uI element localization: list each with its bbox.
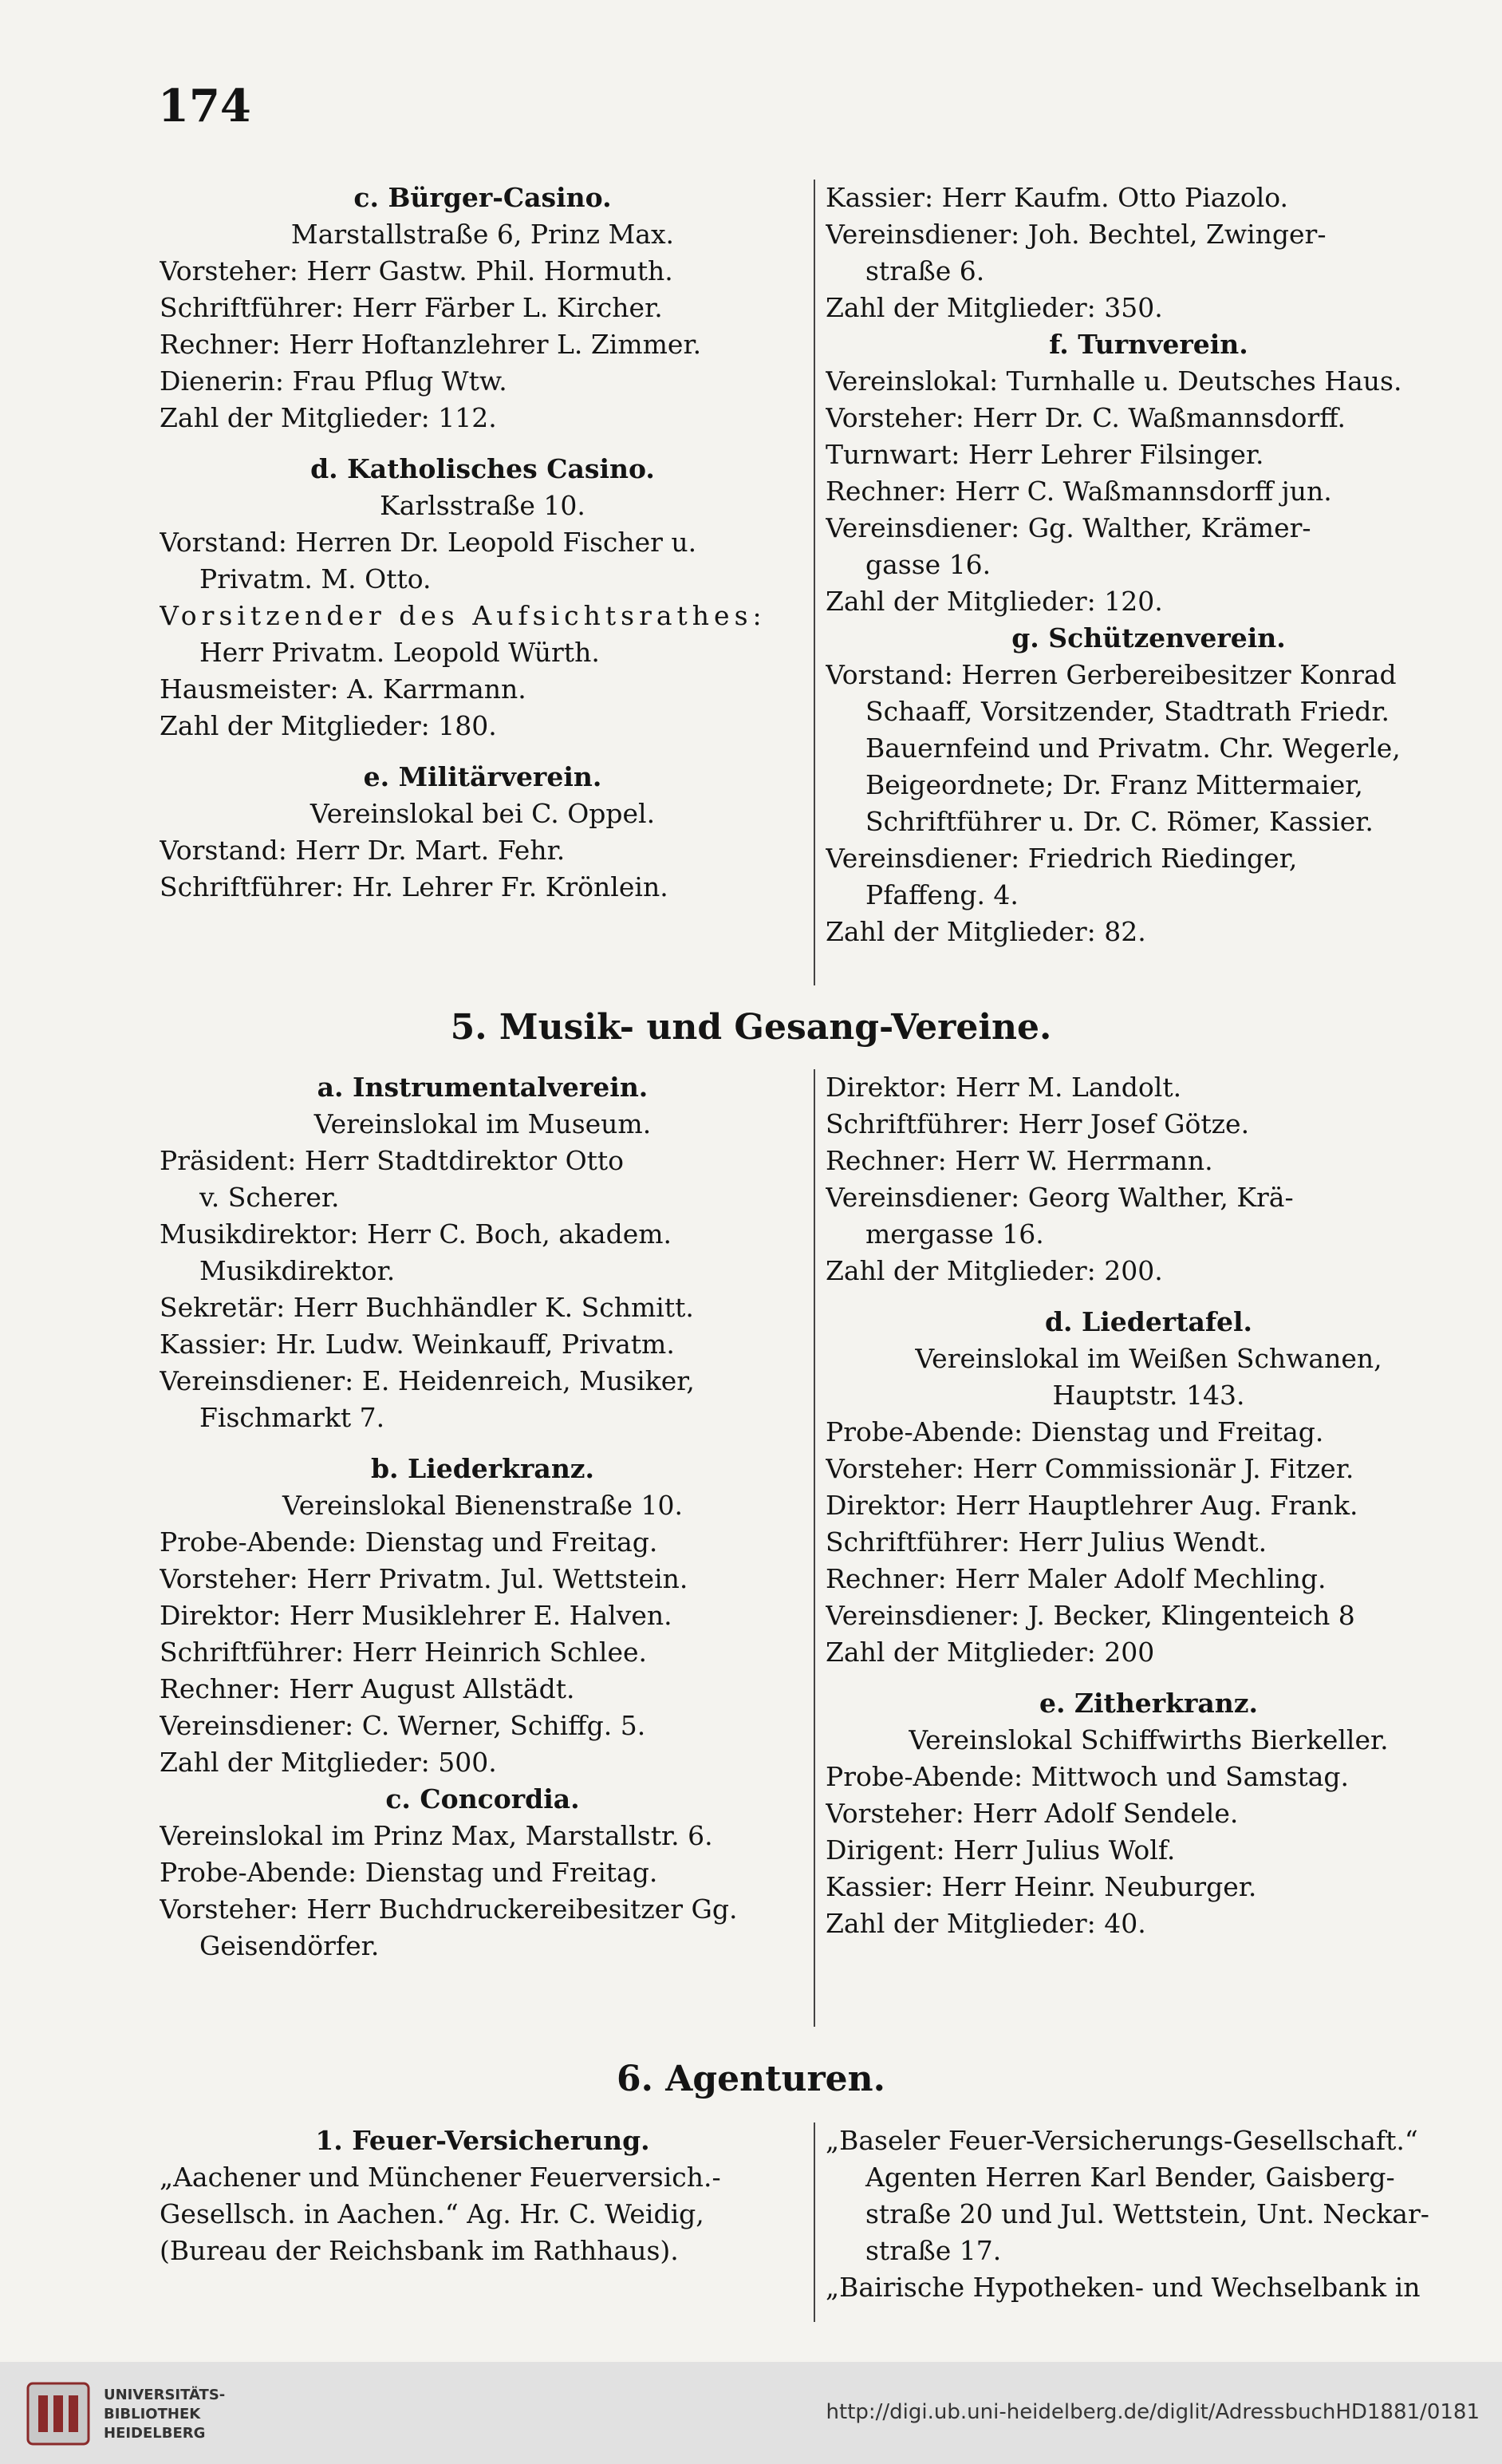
entry-line: Vereinslokal Schiffwirths Bierkeller. <box>909 1724 1389 1755</box>
entry-line: Vereinsdiener: Georg Walther, Krä- <box>826 1182 1294 1213</box>
entry-line: Schriftführer: Herr Josef Götze. <box>826 1108 1250 1139</box>
entry-line: Vereinslokal bei C. Oppel. <box>309 798 656 829</box>
entry-line: Rechner: Herr W. Herrmann. <box>826 1145 1213 1176</box>
section-heading-music: 5. Musik- und Gesang-Vereine. <box>450 1007 1052 1048</box>
library-name-line2: BIBLIOTHEK <box>104 2406 201 2423</box>
entry-line: Herr Privatm. Leopold Würth. <box>199 637 600 668</box>
entry-line: Vorsteher: Herr Adolf Sendele. <box>826 1798 1239 1829</box>
entry-line: Vorsteher: Herr Buchdruckereibesitzer Gg. <box>160 1893 738 1925</box>
entry-line: Fischmarkt 7. <box>199 1402 385 1433</box>
entry-line: Dirigent: Herr Julius Wolf. <box>826 1834 1176 1866</box>
entry-line: „Baseler Feuer-Versicherungs-Gesellschaft.“ <box>826 2125 1418 2156</box>
entry-line: Schriftführer: Hr. Lehrer Fr. Krönlein. <box>160 871 668 902</box>
entry-line: Zahl der Mitglieder: 120. <box>826 586 1163 617</box>
entry-heading: b. Liederkranz. <box>370 1453 595 1484</box>
entry-line: Rechner: Herr August Allstädt. <box>160 1673 575 1704</box>
entry-line: Direktor: Herr Musiklehrer E. Halven. <box>160 1600 672 1631</box>
entry-line: Probe-Abende: Dienstag und Freitag. <box>160 1857 658 1888</box>
entry-line: Zahl der Mitglieder: 200 <box>826 1637 1155 1668</box>
entry-line: Vereinslokal: Turnhalle u. Deutsches Haus. <box>826 365 1402 397</box>
entry-line: Marstallstraße 6, Prinz Max. <box>290 219 675 250</box>
library-footer <box>0 2362 1502 2464</box>
entry-line: Schriftführer: Herr Färber L. Kircher. <box>160 292 663 323</box>
entry-line: Kassier: Hr. Ludw. Weinkauff, Privatm. <box>160 1329 675 1360</box>
entry-line: Direktor: Herr M. Landolt. <box>826 1072 1182 1103</box>
entry-heading: c. Bürger-Casino. <box>353 182 612 213</box>
left-column-top <box>160 180 806 906</box>
entry-line: „Bairische Hypotheken- und Wechselbank in <box>826 2272 1421 2303</box>
entry-line: Zahl der Mitglieder: 82. <box>826 916 1146 947</box>
entry-line: Vorstand: Herr Dr. Mart. Fehr. <box>160 835 566 866</box>
entry-line: Geisendörfer. <box>199 1930 380 1961</box>
page-number: 174 <box>158 80 251 132</box>
entry-heading: e. Zitherkranz. <box>1039 1688 1259 1719</box>
entry-line: Bauernfeind und Privatm. Chr. Wegerle, <box>865 732 1401 764</box>
entry-heading: c. Concordia. <box>385 1783 580 1814</box>
entry-heading: 1. Feuer-Versicherung. <box>315 2125 650 2156</box>
left-column-bottom <box>160 2122 806 2269</box>
entry-line: Hausmeister: A. Karrmann. <box>160 673 526 705</box>
library-name <box>104 2386 225 2443</box>
spacer <box>826 1289 1472 1304</box>
entry-line: Vereinslokal im Museum. <box>313 1108 652 1139</box>
entry-line: Zahl der Mitglieder: 112. <box>160 402 497 433</box>
entry-line: Zahl der Mitglieder: 500. <box>160 1747 497 1778</box>
entry-line: Gesellsch. in Aachen.“ Ag. Hr. C. Weidig, <box>160 2198 704 2229</box>
entry-line: Kassier: Herr Kaufm. Otto Piazolo. <box>826 182 1289 213</box>
entry-line: Beigeordnete; Dr. Franz Mittermaier, <box>865 769 1363 800</box>
entry-heading: a. Instrumentalverein. <box>317 1072 649 1103</box>
entry-line: „Aachener und Münchener Feuerversich.- <box>160 2162 721 2193</box>
entry-line: Probe-Abende: Mittwoch und Samstag. <box>826 1761 1350 1792</box>
entry-line: straße 6. <box>865 255 985 286</box>
entry-line: Hauptstr. 143. <box>1052 1380 1245 1411</box>
library-logo-icon <box>24 2379 93 2448</box>
entry-line: Vorsteher: Herr Gastw. Phil. Hormuth. <box>160 255 673 286</box>
spacer <box>160 436 806 451</box>
section-heading-agencies: 6. Agenturen. <box>617 2059 885 2099</box>
entry-line: straße 17. <box>865 2235 1002 2266</box>
entry-line: Pfaffeng. 4. <box>865 879 1019 910</box>
entry-line: Karlsstraße 10. <box>380 490 585 521</box>
entry-line: Vorsteher: Herr Dr. C. Waßmannsdorff. <box>826 402 1346 433</box>
entry-line: Schaaff, Vorsitzender, Stadtrath Friedr. <box>865 696 1390 727</box>
entry-line: Vorstand: Herren Dr. Leopold Fischer u. <box>160 527 697 558</box>
spacer <box>160 1436 806 1451</box>
entry-line: Sekretär: Herr Buchhändler K. Schmitt. <box>160 1292 694 1323</box>
entry-heading: d. Katholisches Casino. <box>310 453 655 484</box>
column-divider-top <box>814 180 815 985</box>
entry-line: Vereinsdiener: C. Werner, Schiffg. 5. <box>160 1710 646 1741</box>
right-column-bottom <box>826 2122 1472 2306</box>
entry-heading: d. Liedertafel. <box>1044 1306 1253 1337</box>
entry-heading: e. Militärverein. <box>363 761 602 792</box>
entry-heading: f. Turnverein. <box>1049 329 1248 360</box>
column-divider-middle <box>814 1069 815 2027</box>
entry-line: Vereinsdiener: J. Becker, Klingenteich 8 <box>826 1600 1355 1631</box>
column-divider-bottom <box>814 2122 815 2322</box>
entry-line: Vorsteher: Herr Privatm. Jul. Wettstein. <box>160 1563 688 1594</box>
left-column-middle <box>160 1069 806 1964</box>
entry-line: Dienerin: Frau Pflug Wtw. <box>160 365 507 397</box>
entry-line: Rechner: Herr C. Waßmannsdorff jun. <box>826 476 1332 507</box>
entry-line: Schriftführer: Herr Heinrich Schlee. <box>160 1637 648 1668</box>
entry-line: Kassier: Herr Heinr. Neuburger. <box>826 1871 1257 1902</box>
entry-line: Vereinslokal im Prinz Max, Marstallstr. 6. <box>160 1820 713 1851</box>
entry-line: mergasse 16. <box>865 1218 1044 1250</box>
right-column-top <box>826 180 1472 950</box>
entry-line: Präsident: Herr Stadtdirektor Otto <box>160 1145 625 1176</box>
entry-line: Vereinsdiener: E. Heidenreich, Musiker, <box>160 1365 695 1396</box>
entry-line: Rechner: Herr Hoftanzlehrer L. Zimmer. <box>160 329 702 360</box>
library-name-line3: HEIDELBERG <box>104 2425 206 2442</box>
library-name-line1: UNIVERSITÄTS- <box>104 2387 226 2403</box>
entry-line: Vereinslokal Bienenstraße 10. <box>282 1490 684 1521</box>
entry-line: Musikdirektor: Herr C. Boch, akadem. <box>160 1218 672 1250</box>
entry-line: Vereinsdiener: Joh. Bechtel, Zwinger- <box>826 219 1327 250</box>
entry-line: Schriftführer u. Dr. C. Römer, Kassier. <box>865 806 1374 837</box>
entry-line: Vorstand: Herren Gerbereibesitzer Konrad <box>826 659 1397 690</box>
entry-line: Vorsitzender des Aufsichtsrathes: <box>160 600 767 631</box>
entry-line: Schriftführer: Herr Julius Wendt. <box>826 1526 1267 1558</box>
entry-line: Zahl der Mitglieder: 200. <box>826 1255 1163 1286</box>
entry-line: Probe-Abende: Dienstag und Freitag. <box>826 1416 1324 1447</box>
spacer <box>826 1671 1472 1685</box>
right-column-middle <box>826 1069 1472 1942</box>
entry-line: Vereinsdiener: Friedrich Riedinger, <box>826 843 1298 874</box>
entry-line: Musikdirektor. <box>199 1255 396 1286</box>
entry-line: Agenten Herren Karl Bender, Gaisberg- <box>865 2162 1395 2193</box>
entry-line: Rechner: Herr Maler Adolf Mechling. <box>826 1563 1327 1594</box>
entry-line: (Bureau der Reichsbank im Rathhaus). <box>160 2235 679 2266</box>
entry-line: Zahl der Mitglieder: 350. <box>826 292 1163 323</box>
entry-line: Zahl der Mitglieder: 40. <box>826 1908 1146 1939</box>
entry-line: straße 20 und Jul. Wettstein, Unt. Neckar- <box>865 2198 1429 2229</box>
entry-line: Vereinslokal im Weißen Schwanen, <box>915 1343 1382 1374</box>
entry-heading: g. Schützenverein. <box>1011 622 1286 654</box>
entry-line: v. Scherer. <box>199 1182 340 1213</box>
entry-line: Privatm. M. Otto. <box>199 563 432 594</box>
entry-line: Vereinsdiener: Gg. Walther, Krämer- <box>826 512 1311 543</box>
entry-line: Zahl der Mitglieder: 180. <box>160 710 497 741</box>
entry-line: gasse 16. <box>865 549 991 580</box>
spacer <box>160 744 806 759</box>
source-url-link[interactable]: http://digi.ub.uni-heidelberg.de/diglit/AdressbuchHD1881/0181 <box>826 2400 1480 2424</box>
entry-line: Probe-Abende: Dienstag und Freitag. <box>160 1526 658 1558</box>
entry-line: Vorsteher: Herr Commissionär J. Fitzer. <box>826 1453 1354 1484</box>
entry-line: Turnwart: Herr Lehrer Filsinger. <box>826 439 1264 470</box>
entry-line: Direktor: Herr Hauptlehrer Aug. Frank. <box>826 1490 1358 1521</box>
